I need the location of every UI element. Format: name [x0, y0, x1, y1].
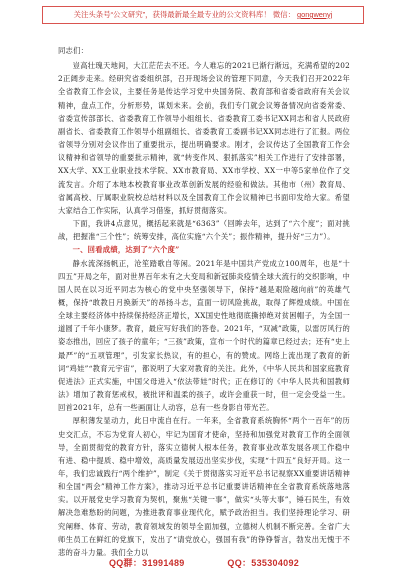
paragraph: 下面，我讲4点意见，概括起来就是“6363”（回眸去年，达到了“六个度”；面对挑战，把握准“三个性”；统筹安排，高位实施“六个关”；振作精神，提升好“三力”）。 [58, 219, 350, 242]
promo-banner[interactable] [42, 6, 364, 24]
paragraph: 豈高壮瑰天地间，大江茫茫去不还。今人难忘的2021已渐行渐远，充满希望的2022正阔步走来。经研究省委组织部，召开现场会议的管理下同意，今天我们召开2022年全省教育工作会议，主要任务是传达学习党中央国务院、教育部和省委省政府有关会议精神，盘点工作，分析形势，谋划未来。会前，我们专门就会议筹备情况向省委常委、省委宣传部部长、省委教育工作领导小组组长、省委教育工委书记XX同志和省人民政府副省长、省委教育工作领导小组副组长、省委教育工委副书记XX同志进行了汇报。两位省领导分别对会议作出了重要批示，提出明确要求。刚才，会议传达了全国教育工作会议精神和省领导的重要批示精神，就“转变作风、狠抓落实”相关工作进行了安排部署，XX大学、XX工业职业技术学院、XX市教育局、XX市学校、XX一中等5家单位作了交流发言。介绍了本地本校教育事业改革创新发展的经验和做法。其他市（州）教育局、省属高校、厅属职业院校总结材料以及全国教育工作会议精神已书面印发给大家。希望大家结合工作实际，认真学习借鉴，抓好贯彻落实。 [58, 61, 350, 215]
qq-group: QQ群：31991489 [108, 558, 185, 568]
document-body [58, 44, 350, 559]
contact-footer [0, 556, 408, 572]
salutation: 同志们： [58, 46, 89, 55]
paragraph: 厚积薄发显动力，此日中流自在行。一年来，全省教育系统胸怀“两个一百年”的历史交汇点，不忘为党育人初心，牢记为国育才使命，坚持和加强党对教育工作的全面领导，全面贯彻党的教育方针，落实立德树人根本任务，教育事业改革发展各项工作稳中有进、稳中提质、稳中增效，高质量发展迈出坚实步伐，实现“十四五”良好开局。这一年，我们忠诚践行“两个维护”，制定《关于贯彻落实习近平总书记视察XX重要讲话精神和全国“两会”精神工作方案》，推动习近平总书记重要讲话精神在全省教育系统落地落实。以开展党史学习教育为契机，聚焦“关键一事”，做实“头等大事”，锤石民生，有效解决急难愁盼的问题，为推进教育事业现代化，赋予政治担当。我们坚持理论学习、研究阐释、体育、劳动，教育领域发的领导全面加强，立德树人机制不断完善。全省广大师生员工在鲜红的党旗下，发出了“请党放心，强国有我”的铮铮誓言，勃发出无愧于不悲的奋斗力量。我们全力以 [58, 416, 350, 557]
banner-text: 关注头条号“公文研究”，获得最新最全最专业的公文资料库！ [73, 10, 271, 19]
paragraph: 静水流深扬帆正，沧笙踏歌自等闲。2021年是中国共产党成立100周年，也是“十四五”开局之年，面对世界百年未有之大变局和新冠肺炎疫情全球大流行的交织影响，中国人民在以习近平同志为核心的党中央坚强领导下，保持“越是艰险越向前”的英雄气概，保持“敢教日月换新天”的昂扬斗志，直面一切风险挑战，取得了辉煌成绩。中国在全球主要经济体中持续保持经济正增长，XX国史性地彻底撕掉绝对贫困帽子，为全国一道圆了千年小康梦。教育，最应写好我们的答卷。2021年，“双减”政策，以雷厉风行的姿态推出，回应了孩子的童年；“三孩”政策，宣布一个时代的篇章已经过去；还有“史上最严”的“五项管理”，引发家长热议，有的担心，有的赞成。网络上流出现了教育的新词“鸡娃”“教育元宇宙”，都说明了大家对教育的关注。此外，《中华人民共和国家庭教育促进法》正式实施，中国父母进入“依法带娃”时代；正在修订的《中华人民共和国教师法》增加了教育惩戒权，被批评和温柔的孩子，或许会重获一时，但一定会受益一生。回首2021年，总有一些画面让人动容，总有一些身影自带光芒。 [58, 258, 350, 413]
wechat-id-link[interactable]: gongwenyj [297, 10, 333, 19]
qq-number: QQ：535304092 [227, 558, 300, 568]
wechat-label: 微信： [272, 10, 295, 19]
section-heading: 一、回看成绩，达到了“六个度” [72, 245, 180, 255]
